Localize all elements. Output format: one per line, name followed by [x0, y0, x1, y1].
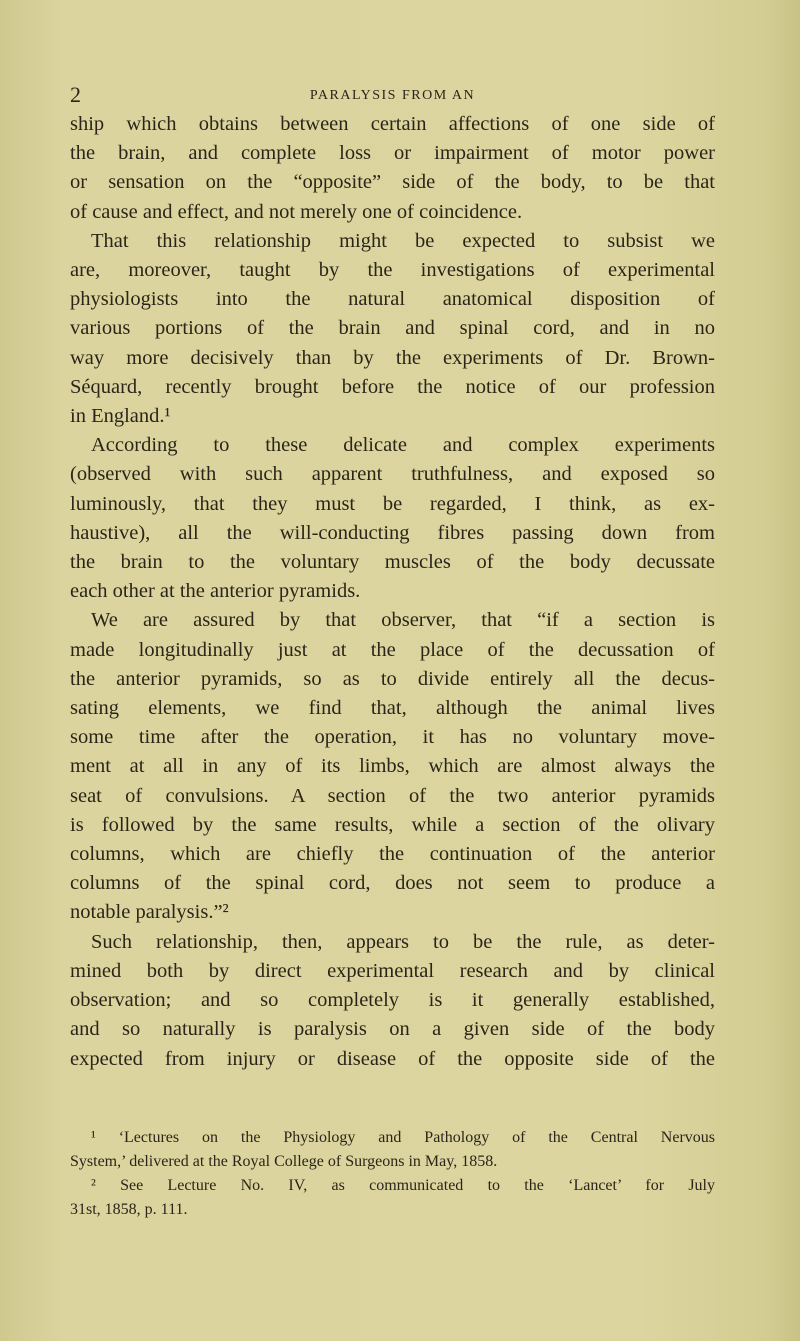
footnote-line: System,’ delivered at the Royal College of Surgeons in May, 1858.	[70, 1153, 498, 1170]
text-line: expected from injury or disease of the opposite side of the	[70, 1047, 715, 1070]
text-line: luminously, that they must be regarded, I think, as ex-	[70, 492, 715, 515]
text-line: That this relationship might be expected to subsist we	[91, 229, 715, 252]
text-line: (observed with such apparent truthfulness, and exposed so	[70, 463, 715, 486]
text-line: columns of the spinal cord, does not seem to produce a	[70, 872, 715, 895]
text-line: in England.¹	[70, 405, 171, 428]
text-line: observation; and so completely is it generally established,	[70, 989, 715, 1012]
text-line: According to these delicate and complex experiments	[91, 434, 715, 457]
footnote-line: ¹ ‘Lectures on the Physiology and Pathology of the Central Nervous	[91, 1129, 715, 1146]
text-line: columns, which are chiefly the continuation of the anterior	[70, 843, 715, 866]
text-line: are, moreover, taught by the investigations of experimental	[70, 259, 715, 282]
text-line: is followed by the same results, while a section of the olivary	[70, 813, 715, 836]
text-line: various portions of the brain and spinal cord, and in no	[70, 317, 715, 340]
body-text	[70, 110, 715, 1074]
text-line: seat of convulsions. A section of the two anterior pyramids	[70, 784, 715, 807]
text-line: haustive), all the will-conducting fibres passing down from	[70, 521, 715, 544]
text-line: the brain, and complete loss or impairment of motor power	[70, 142, 715, 165]
text-line: of cause and effect, and not merely one of coincidence.	[70, 200, 523, 223]
page-number: 2	[70, 82, 81, 107]
text-line: Séquard, recently brought before the notice of our profession	[70, 375, 715, 398]
text-line: made longitudinally just at the place of the decussation of	[70, 638, 715, 661]
footnote-line: ² See Lecture No. IV, as communicated to the ‘Lancet’ for July	[91, 1177, 715, 1194]
text-line: ship which obtains between certain affections of one side of	[70, 113, 715, 135]
running-head: PARALYSIS FROM AN	[309, 88, 476, 103]
text-line: Such relationship, then, appears to be the rule, as deter-	[91, 930, 715, 953]
text-line: mined both by direct experimental research and by clinical	[70, 959, 715, 982]
text-line: sating elements, we find that, although the animal lives	[70, 697, 715, 720]
text-line: each other at the anterior pyramids.	[70, 580, 361, 603]
text-line: the brain to the voluntary muscles of the body decussate	[70, 551, 715, 574]
footnotes	[70, 1126, 715, 1222]
text-line: or sensation on the “opposite” side of the body, to be that	[70, 171, 715, 194]
page-header	[70, 82, 715, 110]
text-line: and so naturally is paralysis on a given side of the body	[70, 1018, 715, 1041]
text-line: way more decisively than by the experiments of Dr. Brown-	[70, 346, 715, 369]
text-line: ment at all in any of its limbs, which are almost always the	[70, 755, 715, 778]
text-line: some time after the operation, it has no voluntary move-	[70, 726, 715, 749]
text-line: the anterior pyramids, so as to divide entirely all the decus-	[70, 667, 715, 690]
text-line: physiologists into the natural anatomical disposition of	[70, 288, 715, 311]
text-line: We are assured by that observer, that “if a section is	[91, 609, 715, 632]
footnote-line: 31st, 1858, p. 111.	[70, 1201, 188, 1218]
text-line: notable paralysis.”²	[70, 901, 229, 924]
